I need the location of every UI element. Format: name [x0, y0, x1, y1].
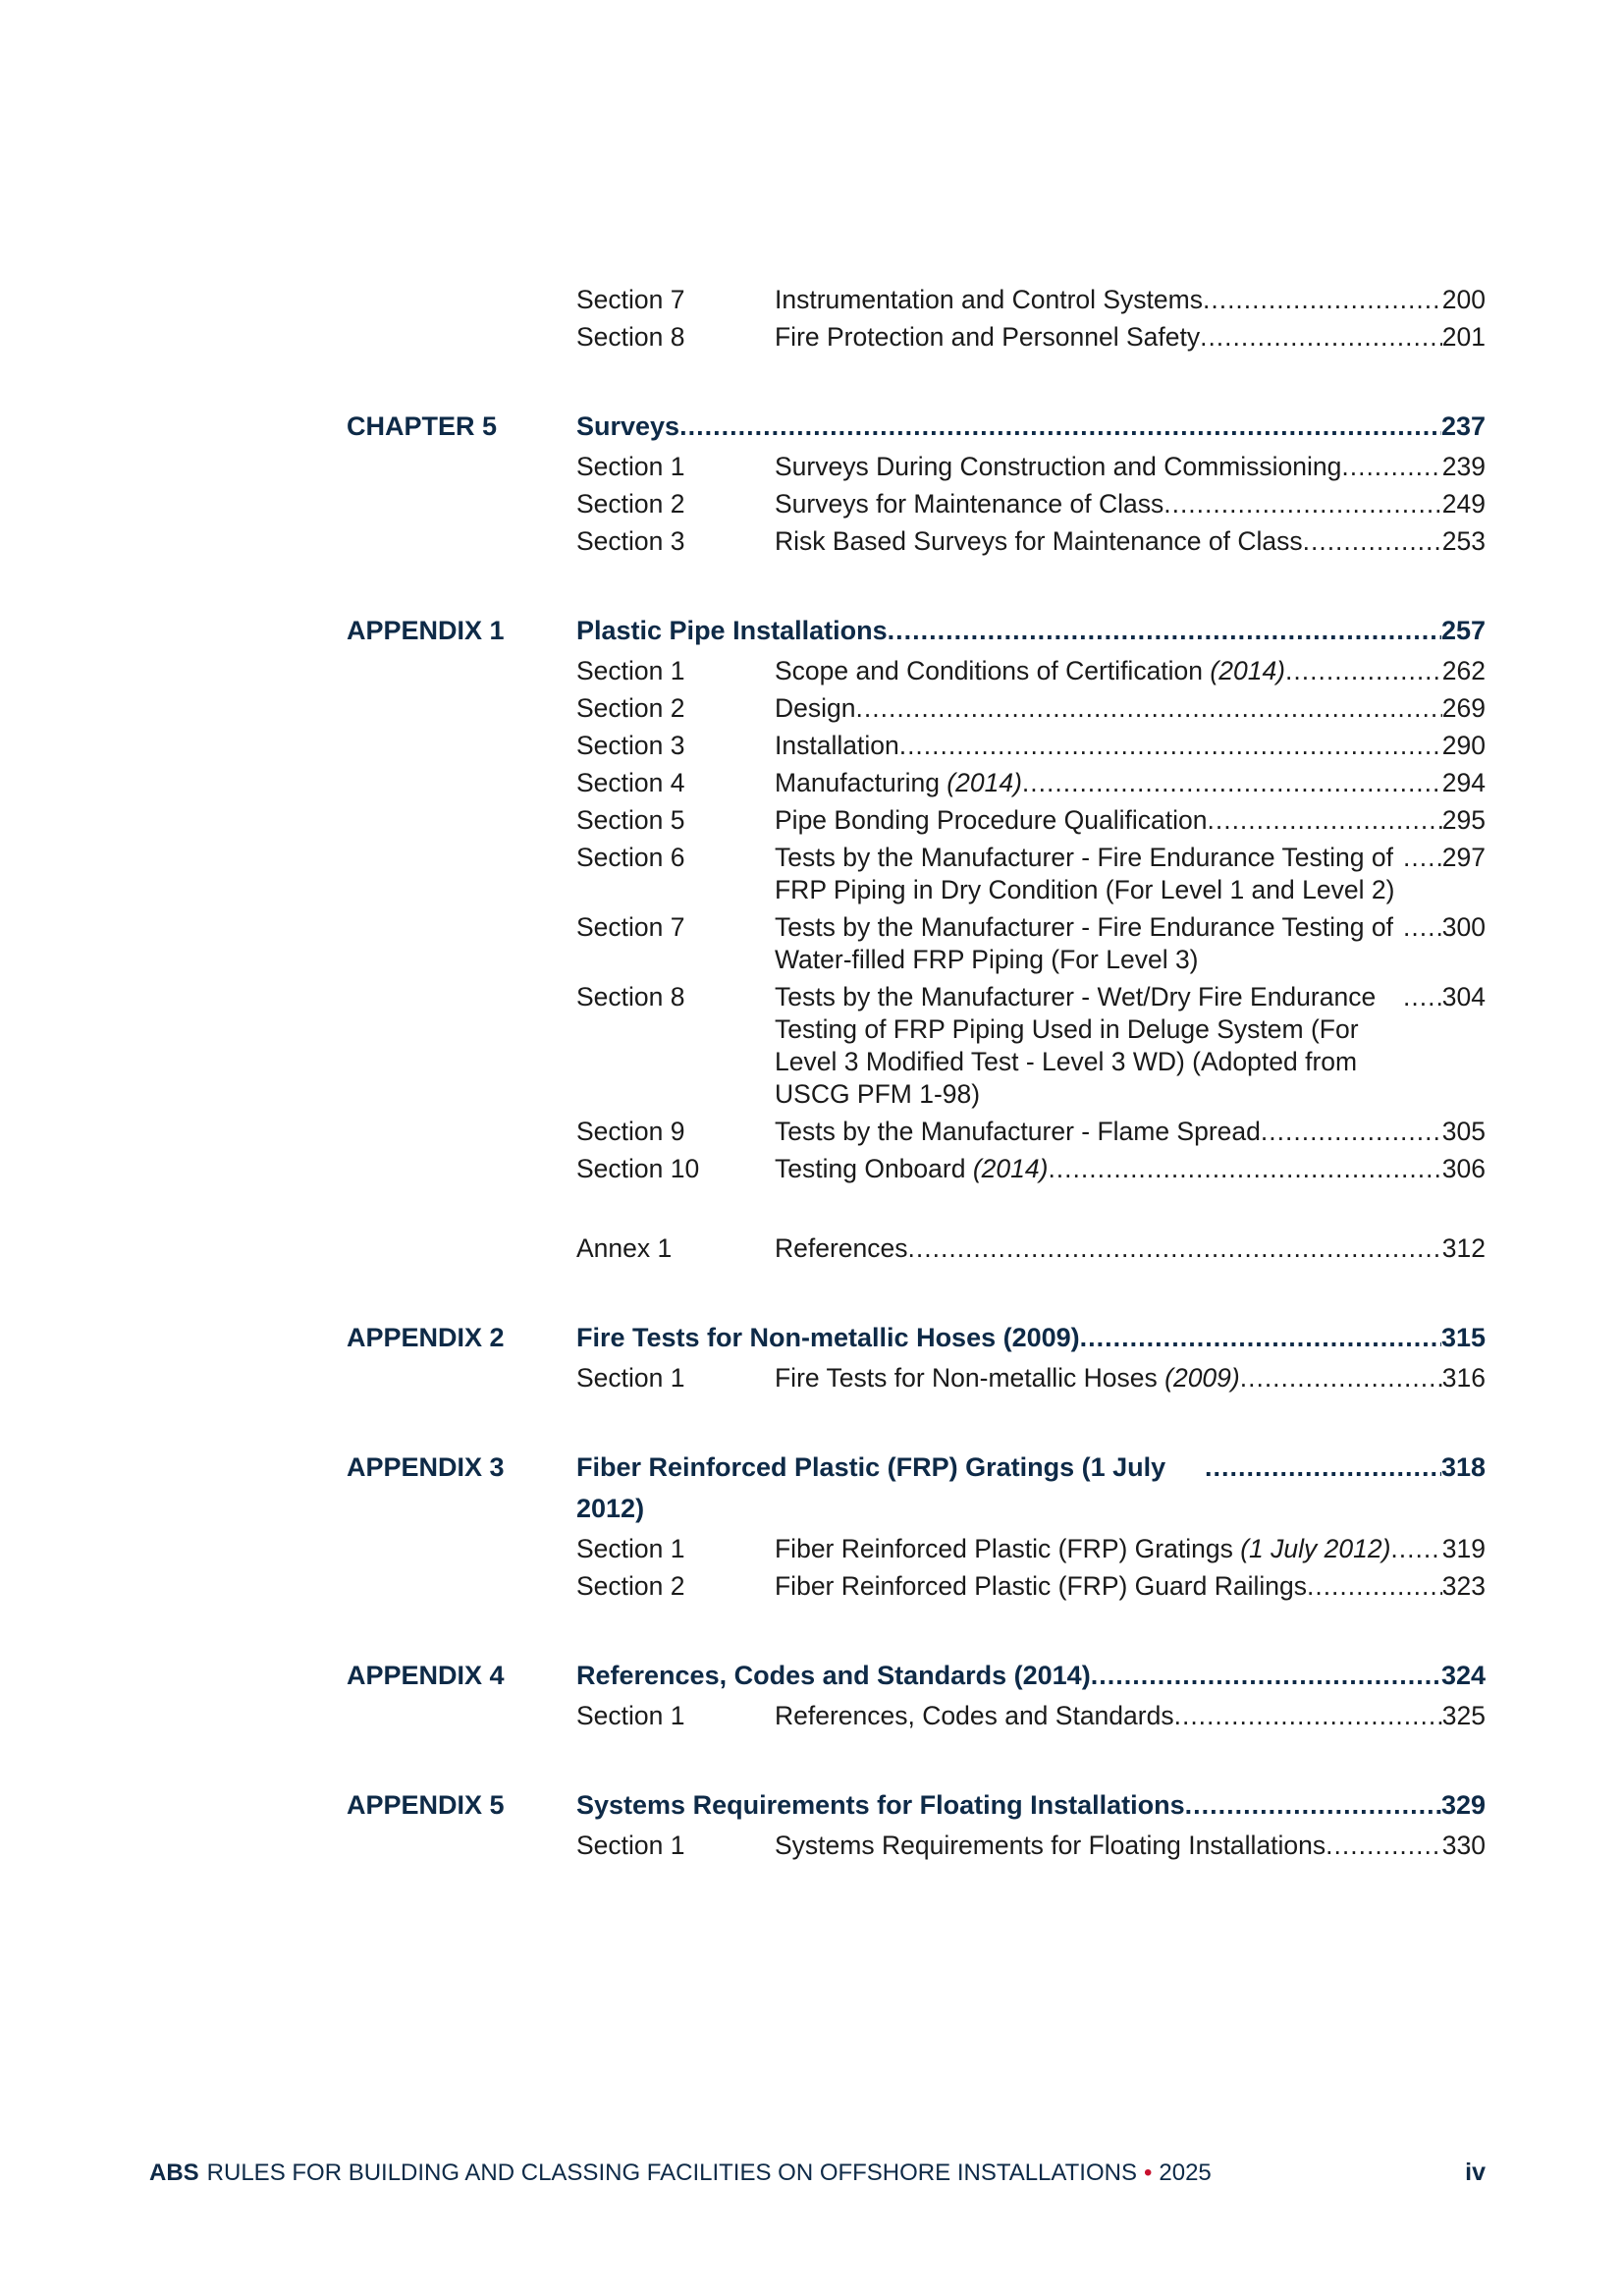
toc-entry-body — [775, 284, 1486, 316]
toc-entry-text — [775, 767, 1022, 799]
toc-entry-label: Section 2 — [576, 1571, 685, 1601]
toc-entry[interactable] — [576, 451, 1486, 483]
toc-entry[interactable] — [576, 488, 1486, 520]
toc-dot-leader — [899, 730, 1442, 762]
toc-group-body — [576, 1315, 1486, 1399]
toc-group-label: CHAPTER 5 — [347, 411, 498, 441]
toc-entry-title: Manufacturing — [775, 768, 947, 797]
toc-entry-label: Section 5 — [576, 805, 685, 835]
footer-bullet: • — [1143, 2159, 1153, 2186]
toc-dot-leader — [1207, 804, 1441, 837]
toc-title-page: 324 — [1440, 1661, 1486, 1690]
toc-dot-leader — [1403, 842, 1442, 874]
toc-entry-text — [775, 1153, 1048, 1185]
toc-entry-body — [775, 451, 1486, 483]
toc-entry-page: 323 — [1441, 1571, 1486, 1601]
toc-entry[interactable] — [576, 804, 1486, 837]
toc-group-body — [576, 1653, 1486, 1737]
toc-group-title[interactable] — [576, 1317, 1486, 1358]
toc-entry[interactable] — [576, 692, 1486, 725]
toc-entry-page: 305 — [1441, 1117, 1486, 1146]
toc-entry-date: (2014) — [972, 1154, 1049, 1183]
toc-title-text: Plastic Pipe Installations — [576, 616, 888, 645]
toc-entry-title: Fire Tests for Non-metallic Hoses — [775, 1363, 1165, 1393]
toc-entry[interactable] — [576, 1570, 1486, 1603]
toc-entry-title: Instrumentation and Control Systems — [775, 285, 1203, 314]
toc-entry-body — [775, 1700, 1486, 1732]
toc-entry-text — [775, 1362, 1240, 1394]
toc-entry[interactable] — [576, 284, 1486, 316]
toc-dot-leader — [1203, 284, 1442, 316]
toc-entry-date: (2014) — [1210, 656, 1286, 685]
toc-entry-label: Section 2 — [576, 693, 685, 723]
toc-entry-page: 319 — [1441, 1534, 1486, 1563]
toc-entry-page: 269 — [1441, 693, 1486, 723]
toc-group-body — [576, 1782, 1486, 1867]
toc-entry[interactable] — [576, 1232, 1486, 1265]
toc-entry-body — [775, 804, 1486, 837]
toc-entry-body — [775, 1362, 1486, 1394]
toc-entry-text — [775, 911, 1403, 976]
toc-group-label: APPENDIX 3 — [347, 1452, 505, 1482]
toc-entry-label: Section 1 — [576, 452, 685, 481]
toc-entry-page: 295 — [1441, 805, 1486, 835]
toc-entry-label: Section 6 — [576, 843, 685, 872]
toc-entry-text — [775, 1232, 908, 1265]
toc-entry-text — [775, 321, 1200, 354]
toc-entry-page: 330 — [1441, 1831, 1486, 1860]
toc-group-body — [576, 1445, 1486, 1608]
toc-dot-leader — [856, 692, 1442, 725]
toc-dot-leader — [1174, 1700, 1442, 1732]
toc-dot-leader — [1022, 767, 1442, 799]
toc-entry[interactable] — [576, 1830, 1486, 1862]
toc-group-label: APPENDIX 4 — [347, 1661, 505, 1690]
toc-entry-label: Section 4 — [576, 768, 685, 797]
toc-entry-title: Surveys During Construction and Commissioning — [775, 452, 1342, 481]
toc-entry[interactable] — [576, 842, 1486, 906]
toc-entry-body — [775, 525, 1486, 558]
toc-entry-page: 253 — [1441, 526, 1486, 556]
toc-dot-leader — [1200, 321, 1442, 354]
toc-entry[interactable] — [576, 321, 1486, 354]
toc-entry-title: Tests by the Manufacturer - Flame Spread — [775, 1117, 1261, 1146]
toc-entry-title: Risk Based Surveys for Maintenance of Class — [775, 526, 1303, 556]
toc-group-label: APPENDIX 1 — [347, 616, 505, 645]
toc-entry-label: Section 1 — [576, 1701, 685, 1730]
toc-dot-leader — [1261, 1116, 1442, 1148]
toc-entry-title: Systems Requirements for Floating Installations — [775, 1831, 1326, 1860]
toc-entry[interactable] — [576, 911, 1486, 976]
toc-entry-page: 200 — [1441, 285, 1486, 314]
toc-entry-text — [775, 804, 1207, 837]
toc-entry[interactable] — [576, 1700, 1486, 1732]
toc-entry-body — [775, 911, 1486, 976]
toc-entry-label: Section 10 — [576, 1154, 700, 1183]
toc-entry-text — [775, 1700, 1174, 1732]
toc-entry-body — [775, 488, 1486, 520]
toc-dot-leader — [679, 406, 1441, 447]
toc-entry-text — [775, 451, 1341, 483]
toc-entry-label: Section 9 — [576, 1117, 685, 1146]
footer-page-number: iv — [1465, 2159, 1486, 2186]
toc-group-title[interactable] — [576, 1447, 1486, 1529]
toc-dot-leader — [1185, 1784, 1441, 1826]
toc-title-text: References, Codes and Standards (2014) — [576, 1661, 1091, 1690]
toc-entry-text — [775, 1116, 1261, 1148]
toc-entry-body — [775, 655, 1486, 687]
toc-dot-leader — [888, 610, 1441, 651]
toc-entry[interactable] — [576, 655, 1486, 687]
toc-dot-leader — [1390, 1533, 1441, 1565]
toc-entry-text — [775, 1830, 1325, 1862]
toc-dot-leader — [1285, 655, 1442, 687]
toc-entry-page: 312 — [1441, 1233, 1486, 1263]
toc-title-page: 318 — [1440, 1452, 1486, 1482]
toc-dot-leader — [1325, 1830, 1442, 1862]
toc-entry-label: Section 7 — [576, 285, 685, 314]
toc-entry-text — [775, 525, 1303, 558]
toc-entry-text — [775, 842, 1403, 906]
toc-group — [347, 1315, 1486, 1399]
toc-title-text: Systems Requirements for Floating Installations — [576, 1790, 1185, 1820]
toc-dot-leader — [1163, 488, 1442, 520]
toc-group-body — [576, 404, 1486, 563]
toc-dot-leader — [908, 1232, 1442, 1265]
toc-entry-label: Section 8 — [576, 322, 685, 352]
toc-group-label: APPENDIX 2 — [347, 1323, 505, 1352]
toc-entry-page: 300 — [1441, 912, 1486, 942]
toc-title-page: 257 — [1440, 616, 1486, 645]
toc-entry-body — [775, 692, 1486, 725]
toc-group-title[interactable] — [576, 406, 1486, 447]
page-footer — [149, 2159, 1486, 2187]
footer-title: RULES FOR BUILDING AND CLASSING FACILITIES ON OFFSHORE INSTALLATIONS — [206, 2159, 1137, 2186]
toc-entry-date: (2009) — [1164, 1363, 1240, 1393]
toc-dot-leader — [1080, 1317, 1441, 1358]
toc-entry[interactable] — [576, 981, 1486, 1111]
toc-group-body — [576, 280, 1486, 358]
toc-entry-body — [775, 1533, 1486, 1565]
toc-entry-page: 239 — [1441, 452, 1486, 481]
toc-entry-body — [775, 730, 1486, 762]
toc-entry-label: Section 1 — [576, 1534, 685, 1563]
toc-dot-leader — [1205, 1447, 1441, 1488]
toc-group-title[interactable] — [576, 610, 1486, 651]
toc-entry-label: Section 2 — [576, 489, 685, 519]
toc-entry-page: 290 — [1441, 731, 1486, 760]
toc-entry-label: Section 7 — [576, 912, 685, 942]
table-of-contents — [347, 280, 1486, 1867]
toc-entry-label: Section 1 — [576, 1363, 685, 1393]
toc-entry-title: Installation — [775, 731, 899, 760]
toc-entry-title: References — [775, 1233, 908, 1263]
toc-entry-body — [775, 767, 1486, 799]
toc-entry-label: Section 1 — [576, 656, 685, 685]
toc-group — [347, 1445, 1486, 1608]
toc-entry-page: 297 — [1441, 843, 1486, 872]
toc-entry-text — [775, 1533, 1390, 1565]
toc-entry[interactable] — [576, 767, 1486, 799]
toc-entry-text — [775, 488, 1163, 520]
toc-entry-page: 325 — [1441, 1701, 1486, 1730]
toc-group — [347, 1782, 1486, 1867]
toc-entry-body — [775, 1116, 1486, 1148]
toc-entry-title: Fire Protection and Personnel Safety — [775, 322, 1201, 352]
toc-dot-leader — [1403, 981, 1442, 1013]
toc-group — [347, 280, 1486, 358]
toc-dot-leader — [1341, 451, 1441, 483]
toc-entry-page: 262 — [1441, 656, 1486, 685]
toc-dot-leader — [1307, 1570, 1442, 1603]
footer-brand: ABS — [149, 2159, 199, 2186]
toc-entry-body — [775, 1570, 1486, 1603]
toc-entry-title: Tests by the Manufacturer - Fire Endurance Testing of FRP Piping in Dry Condition (For Level 1 and Level 2) — [775, 843, 1395, 904]
toc-dot-leader — [1303, 525, 1442, 558]
toc-entry-title: Design — [775, 693, 856, 723]
toc-title-page: 237 — [1440, 411, 1486, 441]
toc-entry-date: (1 July 2012) — [1240, 1534, 1391, 1563]
toc-entry-body — [775, 842, 1486, 906]
toc-entry-title: Scope and Conditions of Certification — [775, 656, 1211, 685]
toc-entry[interactable] — [576, 1533, 1486, 1565]
toc-entry-body — [775, 1153, 1486, 1185]
toc-title-page: 329 — [1440, 1790, 1486, 1820]
toc-entry-label: Section 1 — [576, 1831, 685, 1860]
toc-entry-page: 306 — [1441, 1154, 1486, 1183]
toc-entry[interactable] — [576, 730, 1486, 762]
toc-entry-label: Section 8 — [576, 982, 685, 1011]
toc-group — [347, 608, 1486, 1270]
toc-entry-label: Section 3 — [576, 731, 685, 760]
toc-entry-text — [775, 655, 1285, 687]
toc-entry-date: (2014) — [947, 768, 1022, 797]
toc-entry-title: References, Codes and Standards — [775, 1701, 1174, 1730]
footer-year: 2025 — [1159, 2159, 1212, 2186]
toc-entry-text — [775, 692, 856, 725]
toc-entry[interactable] — [576, 1362, 1486, 1394]
toc-entry-body — [775, 981, 1486, 1111]
toc-entry-body — [775, 1830, 1486, 1862]
toc-entry-title: Tests by the Manufacturer - Wet/Dry Fire Endurance Testing of FRP Piping Used in Deluge System (For Level 3 Modified Test - Level 3 WD) (Adopted from USCG PFM 1-98) — [775, 982, 1377, 1109]
toc-entry[interactable] — [576, 1116, 1486, 1148]
toc-entry-page: 316 — [1441, 1363, 1486, 1393]
toc-entry-label: Annex 1 — [576, 1233, 673, 1263]
toc-group-title[interactable] — [576, 1655, 1486, 1696]
toc-entry-title: Tests by the Manufacturer - Fire Endurance Testing of Water-filled FRP Piping (For Level 3) — [775, 912, 1393, 974]
toc-entry-body — [775, 1232, 1486, 1265]
toc-group-body — [576, 608, 1486, 1270]
toc-group — [347, 1653, 1486, 1737]
toc-entry-page: 201 — [1441, 322, 1486, 352]
toc-entry-text — [775, 981, 1403, 1111]
toc-entry-page: 304 — [1441, 982, 1486, 1011]
toc-entry[interactable] — [576, 1153, 1486, 1185]
toc-entry-title: Surveys for Maintenance of Class — [775, 489, 1164, 519]
toc-entry-title: Pipe Bonding Procedure Qualification — [775, 805, 1208, 835]
toc-entry-body — [775, 321, 1486, 354]
toc-title-page: 315 — [1440, 1323, 1486, 1352]
toc-group-label: APPENDIX 5 — [347, 1790, 505, 1820]
toc-entry-title: Testing Onboard — [775, 1154, 973, 1183]
toc-entry[interactable] — [576, 525, 1486, 558]
toc-entry-title: Fiber Reinforced Plastic (FRP) Guard Railings — [775, 1571, 1307, 1601]
toc-dot-leader — [1403, 911, 1442, 944]
toc-dot-leader — [1048, 1153, 1441, 1185]
toc-group-title[interactable] — [576, 1784, 1486, 1826]
toc-dot-leader — [1240, 1362, 1442, 1394]
toc-entry-text — [775, 1570, 1307, 1603]
toc-dot-leader — [1091, 1655, 1441, 1696]
toc-group — [347, 404, 1486, 563]
toc-entry-page: 249 — [1441, 489, 1486, 519]
toc-title-text: Fiber Reinforced Plastic (FRP) Gratings (1 July 2012) — [576, 1452, 1166, 1523]
toc-title-text: Fire Tests for Non-metallic Hoses (2009) — [576, 1323, 1080, 1352]
toc-entry-label: Section 3 — [576, 526, 685, 556]
toc-entry-title: Fiber Reinforced Plastic (FRP) Gratings — [775, 1534, 1241, 1563]
toc-title-text: Surveys — [576, 411, 680, 441]
toc-entry-page: 294 — [1441, 768, 1486, 797]
toc-entry-text — [775, 284, 1203, 316]
toc-entry-text — [775, 730, 899, 762]
